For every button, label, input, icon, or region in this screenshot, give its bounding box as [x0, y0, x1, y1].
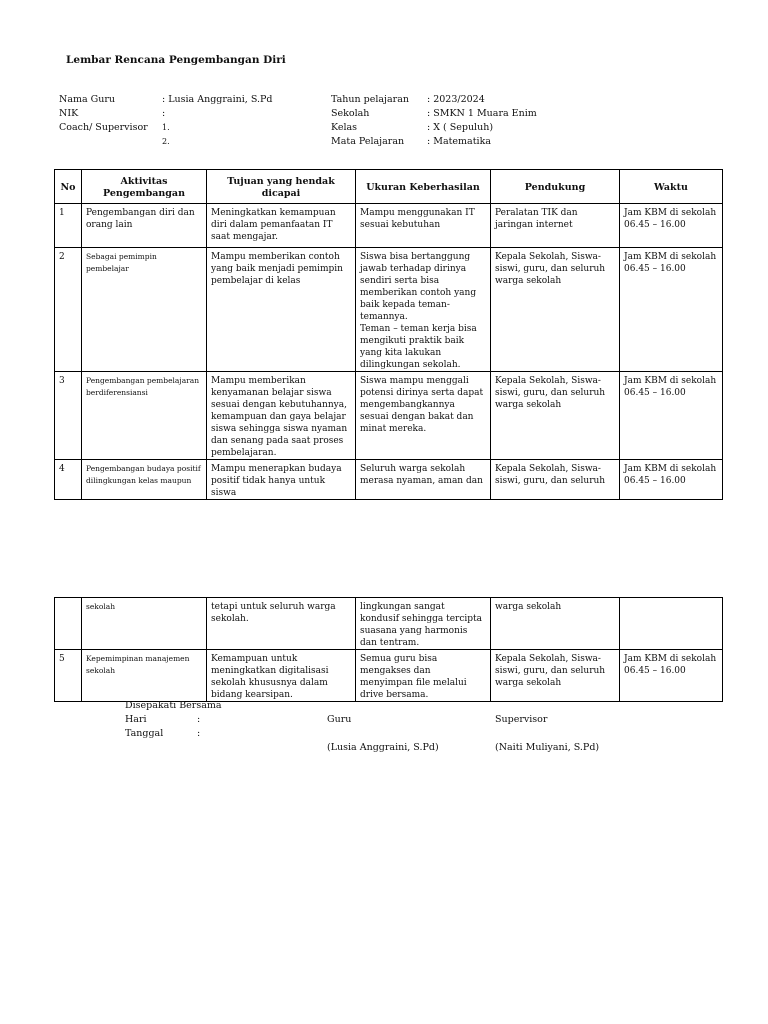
cell-success-measure: Siswa bisa bertanggung jawab terhadap dirinya sendiri serta bisa memberikan contoh yang baik kepada teman-temannya. Teman – teman kerja bisa mengikuti praktik baik yang kita lakukan dilingkungan sekolah.	[356, 248, 491, 372]
cell-time: Jam KBM di sekolah 06.45 – 16.00	[620, 248, 723, 372]
cell-goal: Meningkatkan kemampuan diri dalam pemanfaatan IT saat mengajar.	[207, 204, 356, 248]
header-activity: Aktivitas Pengembangan	[82, 170, 207, 204]
cell-activity	[82, 460, 207, 500]
cell-activity-text: Kepemimpinan manajemen sekolah	[86, 654, 190, 675]
cell-activity-text: Pengembangan pembelajaran berdiferensiansi	[86, 376, 200, 397]
info-value-school: : SMKN 1 Muara Enim	[427, 108, 537, 119]
teacher-label: Guru	[327, 714, 352, 725]
cell-activity	[82, 248, 207, 372]
info-value-subject: : Matematika	[427, 136, 491, 147]
header-goal: Tujuan yang hendak dicapai	[207, 170, 356, 204]
table-row	[55, 372, 723, 460]
cell-success-measure: lingkungan sangat kondusif sehingga tercipta suasana yang harmonis dan tentram.	[356, 598, 491, 650]
cell-activity	[82, 598, 207, 650]
info-value-school-year: : 2023/2024	[427, 94, 485, 105]
info-value-coach-1: 1.	[162, 123, 170, 132]
development-plan-table-continued	[54, 597, 723, 702]
teacher-name: (Lusia Anggraini, S.Pd)	[327, 742, 439, 753]
info-label-class: Kelas	[331, 122, 358, 133]
header-time: Waktu	[620, 170, 723, 204]
table-header-row	[55, 170, 723, 204]
cell-no	[55, 598, 82, 650]
agreed-label: Disepakati Bersama	[125, 700, 222, 711]
cell-support: warga sekolah	[491, 598, 620, 650]
date-colon: :	[197, 728, 201, 739]
cell-goal: Kemampuan untuk meningkatkan digitalisasi sekolah khususnya dalam bidang kearsipan.	[207, 650, 356, 702]
header-support: Pendukung	[491, 170, 620, 204]
table-row	[55, 248, 723, 372]
info-value-coach-2: 2.	[162, 137, 170, 146]
school-info-labels	[331, 93, 409, 149]
info-value-nik: :	[162, 108, 166, 119]
cell-no: 2	[55, 248, 82, 372]
teacher-info-values	[162, 93, 273, 149]
development-plan-table	[54, 169, 723, 500]
document-title: Lembar Rencana Pengembangan Diri	[66, 54, 286, 66]
cell-activity-text: Pengembangan budaya positif dilingkungan kelas maupun	[86, 464, 201, 485]
cell-success-measure: Siswa mampu menggali potensi dirinya serta dapat mengembangkannya sesuai dengan bakat dan minat mereka.	[356, 372, 491, 460]
school-info-values	[427, 93, 537, 149]
cell-success-measure: Semua guru bisa mengakses dan menyimpan file melalui drive bersama.	[356, 650, 491, 702]
cell-support: Kepala Sekolah, Siswa-siswi, guru, dan seluruh warga sekolah	[491, 372, 620, 460]
cell-time: Jam KBM di sekolah 06.45 – 16.00	[620, 460, 723, 500]
cell-goal: Mampu memberikan kenyamanan belajar siswa sesuai dengan kebutuhannya, kemampuan dan gaya belajar siswa sehingga siswa nyaman dan senang pada saat proses pembelajaran.	[207, 372, 356, 460]
cell-success-measure: Mampu menggunakan IT sesuai kebutuhan	[356, 204, 491, 248]
info-label-school: Sekolah	[331, 108, 370, 119]
cell-goal: tetapi untuk seluruh warga sekolah.	[207, 598, 356, 650]
info-label-school-year: Tahun pelajaran	[331, 94, 409, 105]
table-row	[55, 598, 723, 650]
cell-activity: Pengembangan diri dan orang lain	[82, 204, 207, 248]
cell-time	[620, 598, 723, 650]
cell-support: Peralatan TIK dan jaringan internet	[491, 204, 620, 248]
day-label: Hari	[125, 714, 147, 725]
info-value-teacher-name: : Lusia Anggraini, S.Pd	[162, 94, 273, 105]
cell-activity	[82, 372, 207, 460]
table-row	[55, 460, 723, 500]
day-colon: :	[197, 714, 201, 725]
cell-activity	[82, 650, 207, 702]
cell-no: 5	[55, 650, 82, 702]
info-label-subject: Mata Pelajaran	[331, 136, 405, 147]
table-row	[55, 650, 723, 702]
header-no: No	[55, 170, 82, 204]
header-success-measure: Ukuran Keberhasilan	[356, 170, 491, 204]
cell-no: 1	[55, 204, 82, 248]
info-value-class: : X ( Sepuluh)	[427, 122, 494, 133]
supervisor-name: (Naiti Muliyani, S.Pd)	[495, 742, 600, 753]
supervisor-label: Supervisor	[495, 714, 548, 725]
cell-time: Jam KBM di sekolah 06.45 – 16.00	[620, 204, 723, 248]
cell-activity-text: sekolah	[86, 602, 116, 611]
info-label-teacher-name: Nama Guru	[59, 94, 116, 105]
cell-goal: Mampu memberikan contoh yang baik menjadi pemimpin pembelajar di kelas	[207, 248, 356, 372]
cell-no: 4	[55, 460, 82, 500]
cell-activity-text: Sebagai pemimpin pembelajar	[86, 252, 157, 273]
cell-success-measure: Seluruh warga sekolah merasa nyaman, aman dan	[356, 460, 491, 500]
cell-goal: Mampu menerapkan budaya positif tidak hanya untuk siswa	[207, 460, 356, 500]
cell-time: Jam KBM di sekolah 06.45 – 16.00	[620, 650, 723, 702]
cell-support: Kepala Sekolah, Siswa-siswi, guru, dan seluruh warga sekolah	[491, 650, 620, 702]
table-row	[55, 204, 723, 248]
date-label: Tanggal	[125, 728, 164, 739]
info-label-nik: NIK	[59, 108, 79, 119]
cell-support: Kepala Sekolah, Siswa-siswi, guru, dan seluruh warga sekolah	[491, 248, 620, 372]
info-label-coach-2	[59, 135, 148, 149]
cell-time: Jam KBM di sekolah 06.45 – 16.00	[620, 372, 723, 460]
info-label-coach: Coach/ Supervisor	[59, 122, 148, 133]
cell-support: Kepala Sekolah, Siswa-siswi, guru, dan seluruh	[491, 460, 620, 500]
teacher-info-labels	[59, 93, 148, 149]
cell-no: 3	[55, 372, 82, 460]
